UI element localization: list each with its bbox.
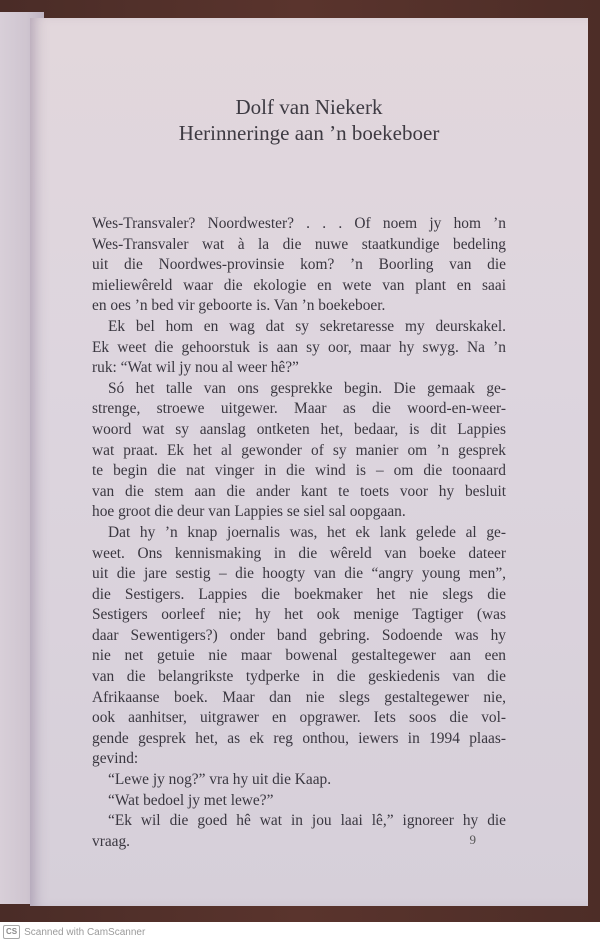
body-text (92, 214, 506, 852)
paragraph (92, 811, 506, 852)
text-line: weet. Ons kennismaking in die wêreld van boeke dateer (92, 544, 506, 562)
text-line: mieliewêreld waar die ekologie en wete van plant en saai (92, 276, 506, 294)
text-line: Só het talle van ons gesprekke begin. Die gemaak ge- (108, 379, 506, 397)
text-line: Ek weet die gehoorstuk is aan sy oor, maar hy swyg. Na ’n (92, 338, 506, 356)
paragraph (92, 317, 506, 379)
text-line: “Ek wil die goed hê wat in jou laai lê,” ignoreer hy die (108, 812, 506, 830)
text-line: nie net getuie nie maar bowenal gestaltegewer aan een (92, 647, 506, 665)
text-line: woord wat sy aanslag ontketen het, bedaar, is dit Lappies (92, 420, 506, 438)
text-line: wat praat. Ek het al gewonder of sy manier om ’n gesprek (92, 441, 506, 459)
chapter-heading: Herinneringe aan ’n boekeboer (178, 121, 440, 145)
camscanner-watermark (3, 922, 303, 942)
text-line: ruk: “Wat wil jy nou al weer hê?” (92, 359, 299, 377)
text-line: Afrikaanse boek. Maar dan nie slegs gestaltegewer nie, (92, 688, 506, 706)
text-line: te begin die nat vinger in die wind is – om die toonaard (92, 462, 506, 480)
text-line: Sestigers oorleef nie; hy het ook menige Tagtiger (was (92, 606, 506, 624)
text-line: gende gesprek het, as ek reg onthou, iewers in 1994 plaas- (92, 729, 506, 747)
text-line: Wes-Transvaler wat à la die nuwe staatkundige bedeling (92, 235, 506, 253)
text-line: uit die jare sestig – die hoogty van die “angry young men”, (92, 565, 506, 583)
page-number: 9 (469, 832, 476, 847)
text-line: daar Sewentigers?) onder band gebring. Sodoende was hy (92, 626, 506, 644)
paragraph (92, 379, 506, 523)
text-line: van die belangrikste tydperke in die geskiedenis van die (92, 668, 506, 686)
paragraph (92, 214, 506, 317)
text-line: gevind: (92, 750, 139, 768)
paragraph (92, 770, 506, 791)
text-line: uit die Noordwes-provinsie kom? ’n Boorling van die (92, 256, 506, 274)
camscanner-logo-icon: CS (3, 925, 20, 939)
paragraph (92, 791, 506, 812)
text-line: strenge, stroewe uitgewer. Maar as die woord-en-weer- (92, 400, 506, 418)
text-line: “Wat bedoel jy met lewe?” (108, 791, 274, 809)
text-line: “Lewe jy nog?” vra hy uit die Kaap. (108, 771, 332, 789)
chapter-title (30, 94, 588, 146)
text-line: die Sestigers. Lappies die boekmaker het nie slegs die (92, 585, 506, 603)
text-line: Wes-Transvaler? Noordwester? . . . Of noem jy hom ’n (92, 215, 506, 232)
text-line: Ek bel hom en wag dat sy sekretaresse my deurskakel. (108, 317, 506, 335)
text-line: hoe groot die deur van Lappies se siel sal oopgaan. (92, 503, 406, 521)
author-name: Dolf van Niekerk (235, 95, 383, 119)
watermark-text: Scanned with CamScanner (24, 926, 146, 938)
book-page (30, 18, 588, 906)
text-line: van die stem aan die ander kant te toets voor hy besluit (92, 482, 506, 500)
text-line: en oes ’n bed vir geboorte is. Van ’n boekeboer. (92, 297, 386, 315)
text-line: Dat hy ’n knap joernalis was, het ek lank gelede al ge- (108, 523, 506, 541)
text-line: ook aanhitser, uitgrawer en opgrawer. Iets soos die vol- (92, 709, 506, 727)
text-line: vraag. (92, 832, 131, 850)
paragraph (92, 523, 506, 770)
